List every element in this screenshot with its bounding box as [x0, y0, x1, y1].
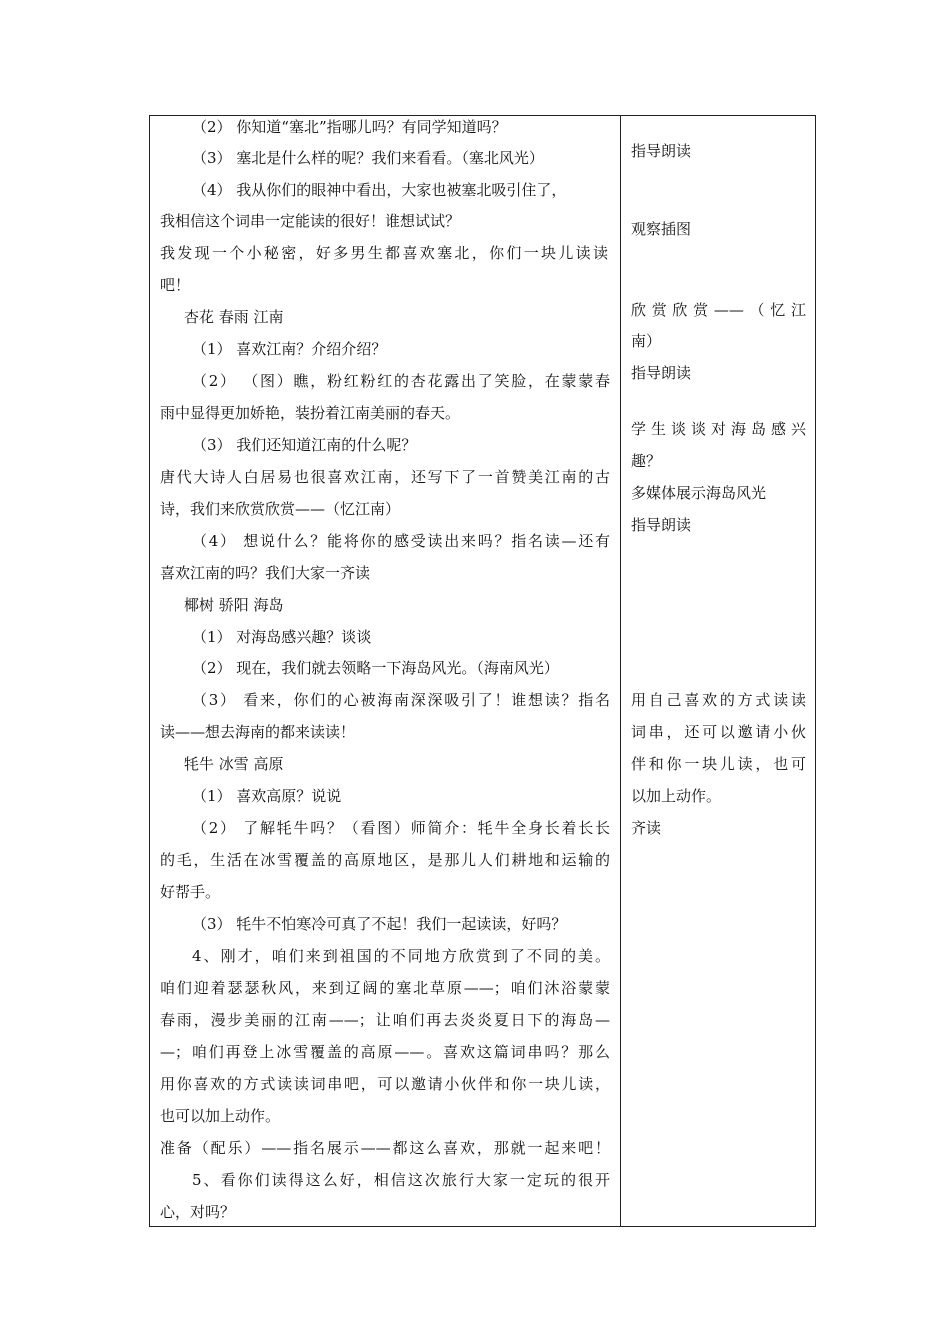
process-line: 的毛，生活在冰雪覆盖的高原地区，是那儿人们耕地和运输的	[160, 851, 610, 869]
process-line: （2） （图）瞧，粉红粉红的杏花露出了笑脸，在蒙蒙春	[192, 372, 610, 390]
process-line: 心，对吗？	[160, 1203, 236, 1221]
process-line: 雨中显得更加娇艳，装扮着江南美丽的春天。	[160, 404, 461, 422]
process-line: （4） 我从你们的眼神中看出，大家也被塞北吸引住了，	[192, 181, 567, 199]
process-line: （3） 牦牛不怕寒冷可真了不起！我们一起读读，好吗？	[192, 915, 567, 933]
process-line: 唐代大诗人白居易也很喜欢江南，还写下了一首赞美江南的古	[160, 468, 610, 486]
note-line: 观察插图	[631, 220, 692, 238]
column-divider	[620, 115, 621, 1227]
note-line: 学生谈谈对海岛感兴	[631, 420, 806, 438]
process-line: 5、看你们读得这么好，相信这次旅行大家一定玩的很开	[192, 1171, 610, 1189]
process-line: （3） 看来，你们的心被海南深深吸引了！谁想读？指名	[192, 691, 610, 709]
process-line: 用你喜欢的方式读读词串吧，可以邀请小伙伴和你一块儿读，	[160, 1075, 610, 1093]
process-line: 我发现一个小秘密，好多男生都喜欢塞北，你们一块儿读读	[160, 244, 608, 262]
process-line: —；咱们再登上冰雪覆盖的高原——。喜欢这篇词串吗？那么	[160, 1043, 610, 1061]
note-line: 指导朗读	[631, 142, 692, 160]
note-line: 以加上动作。	[631, 787, 722, 805]
process-line: （2） 现在，我们就去领略一下海岛风光。（海南风光）	[192, 659, 559, 677]
note-line: 伴和你一块儿读，也可	[631, 755, 806, 773]
note-line: 趣？	[631, 452, 662, 470]
process-line: 杏花 春雨 江南	[184, 308, 284, 326]
process-line: 牦牛 冰雪 高原	[184, 755, 284, 773]
note-line: 齐读	[631, 819, 662, 837]
process-line: 咱们迎着瑟瑟秋风，来到辽阔的塞北草原——；咱们沐浴蒙蒙	[160, 979, 610, 997]
process-line: 春雨，漫步美丽的江南——；让咱们再去炎炎夏日下的海岛—	[160, 1011, 610, 1029]
process-line: 我相信这个词串一定能读的很好！谁想试试？	[160, 212, 461, 230]
process-line: （4） 想说什么？能将你的感受读出来吗？指名读—还有	[192, 532, 610, 550]
note-line: 指导朗读	[631, 516, 692, 534]
process-line: 吧！	[160, 276, 191, 294]
note-line: 用自己喜欢的方式读读	[631, 691, 806, 709]
process-line: （2） 你知道“塞北”指哪儿吗？有同学知道吗？	[192, 118, 507, 136]
process-line: （2） 了解牦牛吗？（看图）师简介：牦牛全身长着长长	[192, 819, 610, 837]
note-line: 词串，还可以邀请小伙	[631, 723, 806, 741]
note-line: 多媒体展示海岛风光	[631, 484, 767, 502]
note-line: 欣赏欣赏——（忆江	[631, 301, 806, 319]
process-line: 诗，我们来欣赏欣赏——（忆江南）	[160, 500, 401, 518]
process-line: （3） 我们还知道江南的什么呢？	[192, 436, 417, 454]
process-line: 4、刚才，咱们来到祖国的不同地方欣赏到了不同的美。	[192, 947, 610, 965]
process-line: 也可以加上动作。	[160, 1107, 281, 1125]
process-line: 喜欢江南的吗？我们大家一齐读	[160, 564, 371, 582]
process-line: （3） 塞北是什么样的呢？我们来看看。（塞北风光）	[192, 149, 544, 167]
process-line: （1） 喜欢高原？说说	[192, 787, 342, 805]
process-line: 准备（配乐）——指名展示——都这么喜欢，那就一起来吧！	[160, 1139, 610, 1157]
process-line: 好帮手。	[160, 883, 221, 901]
process-line: 读——想去海南的都来读读！	[160, 723, 356, 741]
process-line: 椰树 骄阳 海岛	[184, 596, 284, 614]
note-line: 指导朗读	[631, 364, 692, 382]
process-line: （1） 喜欢江南？介绍介绍？	[192, 340, 387, 358]
note-line: 南）	[631, 332, 662, 350]
process-line: （1） 对海岛感兴趣？谈谈	[192, 628, 372, 646]
